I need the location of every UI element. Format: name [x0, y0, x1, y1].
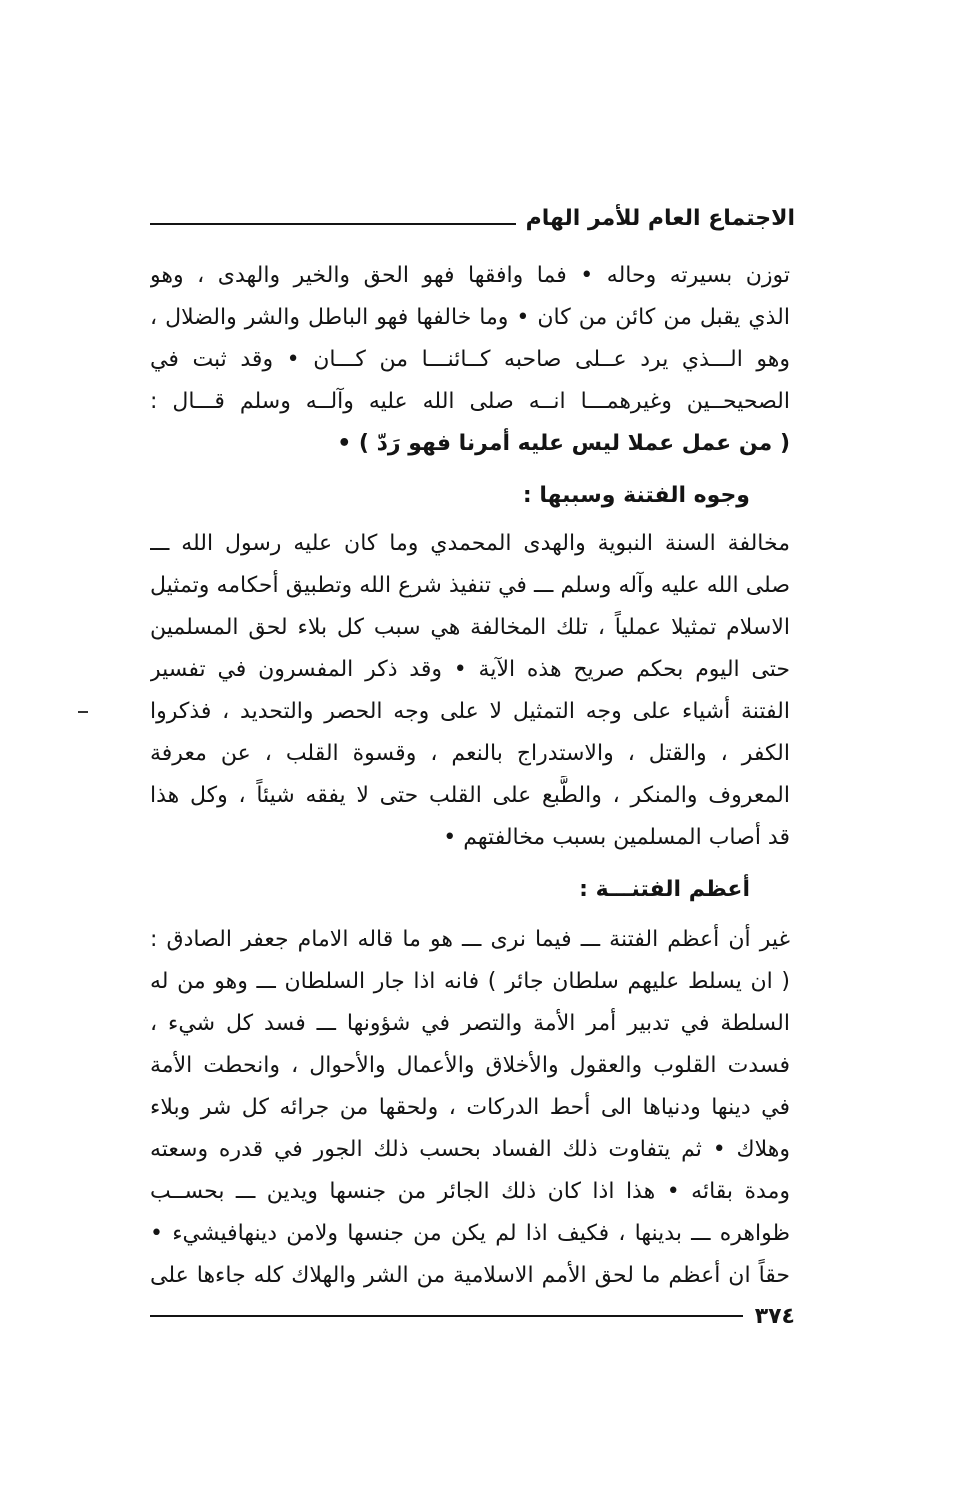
text-line: صلى الله عليه وآله وسلم ـــ في تنفيذ شرع الله وتطبيق أحكامه وتمثيل — [150, 573, 790, 598]
text-line: وهلاك • ثم يتفاوت ذلك الفساد بحسب ذلك الجور في قدره وسعته — [150, 1137, 790, 1162]
text-line: السلطة في تدبير أمر الأمة والتصر في شؤونها ـــ فسد كل شيء ، — [150, 1011, 790, 1036]
section-heading-causes: وجوه الفتنة وسببها : — [522, 483, 750, 508]
hadith-quote: ( من عمل عملا ليس عليه أمرنا فهو رَدّ ) • — [337, 431, 790, 456]
text-line: ( ان يسلط عليهم سلطان جائر ) فانه اذا جار السلطان ـــ وهو من له — [150, 969, 790, 994]
running-header — [150, 192, 795, 232]
text-line: قد أصاب المسلمين بسبب مخالفتهم • — [443, 825, 790, 850]
text-line: ومدة بقائه • هذا اذا كان ذلك الجائر من جنسها ويدين ـــ بحســب — [150, 1179, 790, 1204]
page-footer — [150, 1296, 795, 1336]
footer-rule — [150, 1315, 743, 1317]
text-line: حتى اليوم بحكم صريح هذه الآية • وقد ذكر المفسرون في تفسير — [150, 657, 790, 682]
text-line: توزن بسيرته وحاله • فما وافقها فهو الحق والخير والهدى ، وهو — [150, 263, 790, 288]
header-rule — [150, 223, 516, 225]
text-line: الفتنة أشياء على وجه التمثيل لا على وجه الحصر والتحديد ، فذكروا — [150, 699, 790, 724]
margin-mark — [78, 711, 88, 713]
text-line: حقاً ان أعظم ما لحق الأمم الاسلامية من الشر والهلاك كله جاءها على — [150, 1263, 790, 1288]
text-line: غير أن أعظم الفتنة ـــ فيما نرى ـــ هو ما قاله الامام جعفر الصادق : — [150, 927, 790, 952]
text-line: فسدت القلوب والعقول والأخلاق والأعمال والأحوال ، وانحطت الأمة — [150, 1053, 790, 1078]
page-number: ٣٧٤ — [754, 1303, 795, 1329]
text-line: وهو الـــذي يرد عــلى صاحبه كــائنـــا من كـــان • وقد ثبت في — [150, 347, 790, 372]
text-line: الصحيحــين وغيرهمـــا انــه صلى الله عليه وآلــه وسلم قـــال : — [150, 389, 790, 414]
text-line: مخالفة السنة النبوية والهدى المحمدي وما كان عليه رسول الله ـــ — [150, 531, 790, 556]
text-line: المعروف والمنكر ، والطَّبع على القلب حتى لا يفقه شيئاً ، وكل هذا — [150, 783, 790, 808]
text-line: ظواهره ـــ بدينها ، فكيف اذا لم يكن من جنسها ولامن دينهافيشيء • — [150, 1221, 790, 1246]
section-heading-greatest-fitna: أعظم الفتنـــة : — [579, 877, 750, 902]
text-line: الذي يقبل من كائن من كان • وما خالفها فهو الباطل والشر والضلال ، — [150, 305, 790, 330]
text-line: الكفر ، والقتل ، والاستدراج بالنعم ، وقسوة القلب ، عن معرفة — [150, 741, 790, 766]
text-line: في دينها ودنياها الى أحط الدركات ، ولحقها من جرائه كل شر وبلاء — [150, 1095, 790, 1120]
text-line: الاسلام تمثيلا عملياً ، تلك المخالفة هي سبب كل بلاء لحق المسلمين — [150, 615, 790, 640]
running-header-title: الاجتماع العام للأمر الهام — [525, 206, 795, 231]
